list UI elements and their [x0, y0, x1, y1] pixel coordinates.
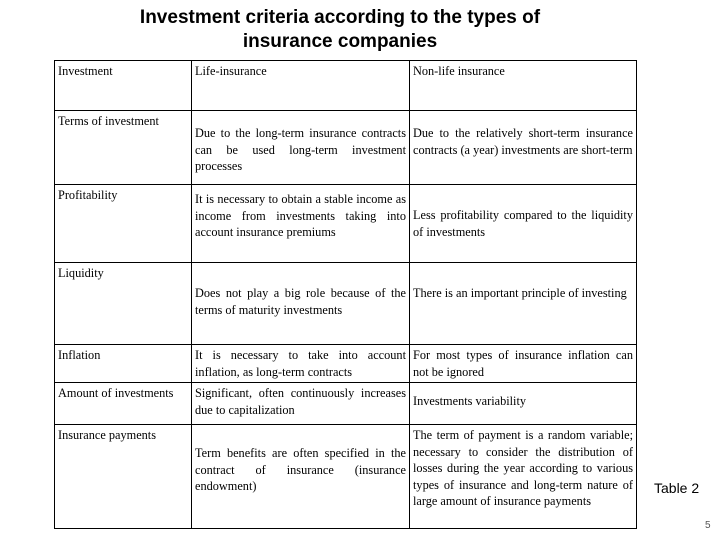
page-number: 5 — [705, 520, 711, 531]
row-label: Profitability — [55, 185, 192, 263]
life-cell — [192, 383, 410, 425]
cell-text: The term of payment is a random variable; necessary to consider the distribution of losses during the year according to various types of insurance and long-term nature of large amount of insurance payments — [413, 428, 633, 508]
table-row — [55, 383, 637, 425]
row-label: Inflation — [55, 345, 192, 383]
life-cell — [192, 185, 410, 263]
header-investment: Investment — [55, 61, 192, 111]
table-caption: Table 2 — [654, 480, 700, 496]
nonlife-cell — [410, 185, 637, 263]
cell-text: For most types of insurance inflation can not be ignored — [413, 348, 633, 379]
life-cell — [192, 345, 410, 383]
header-life-insurance: Life-insurance — [192, 61, 410, 111]
cell-text: It is necessary to obtain a stable income as income from investments taking into account insurance premiums — [195, 192, 406, 239]
row-label: Liquidity — [55, 263, 192, 345]
table-header-row — [55, 61, 637, 111]
cell-text: Due to the long-term insurance contracts can be used long-term investment processes — [195, 126, 406, 173]
life-cell — [192, 263, 410, 345]
nonlife-cell — [410, 345, 637, 383]
row-label: Amount of investments — [55, 383, 192, 425]
cell-text: There is an important principle of investing — [413, 286, 627, 300]
nonlife-cell — [410, 425, 637, 529]
investment-criteria-table — [54, 60, 637, 529]
table-row — [55, 345, 637, 383]
table-row — [55, 111, 637, 185]
nonlife-cell — [410, 383, 637, 425]
header-non-life-insurance: Non-life insurance — [410, 61, 637, 111]
table-row — [55, 425, 637, 529]
cell-text: Investments variability — [413, 394, 527, 408]
title-line-2: insurance companies — [242, 31, 438, 52]
life-cell — [192, 425, 410, 529]
nonlife-cell — [410, 263, 637, 345]
page-title — [60, 6, 620, 54]
row-label: Terms of investment — [55, 111, 192, 185]
table-row — [55, 185, 637, 263]
cell-text: Due to the relatively short-term insurance contracts (a year) investments are short-term — [413, 126, 633, 157]
cell-text: Term benefits are often specified in the contract of insurance (insurance endowment) — [195, 446, 406, 493]
life-cell — [192, 111, 410, 185]
table-row — [55, 263, 637, 345]
row-label: Insurance payments — [55, 425, 192, 529]
title-line-1: Investment criteria according to the types of — [139, 7, 541, 28]
cell-text: Less profitability compared to the liquidity of investments — [413, 208, 633, 239]
nonlife-cell — [410, 111, 637, 185]
cell-text: Significant, often continuously increases due to capitalization — [195, 386, 406, 417]
cell-text: It is necessary to take into account inflation, as long-term contracts — [195, 348, 406, 379]
cell-text: Does not play a big role because of the terms of maturity investments — [195, 286, 406, 317]
